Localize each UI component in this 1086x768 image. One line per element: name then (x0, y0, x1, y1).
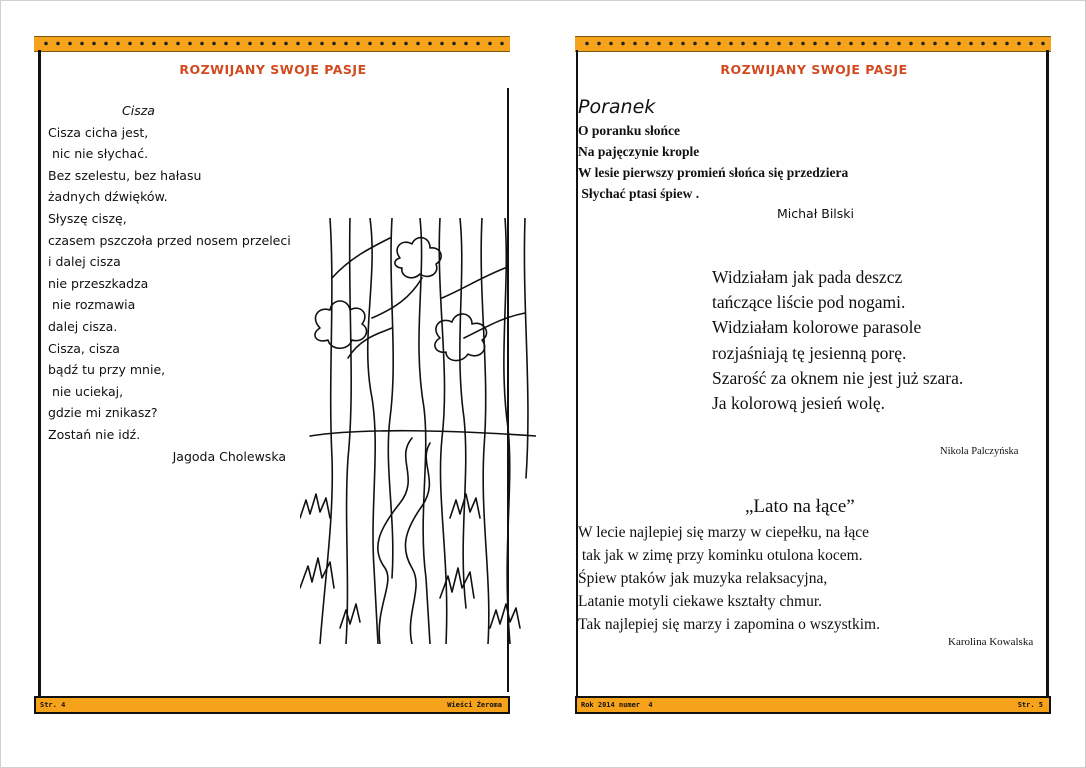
poem-line: Latanie motyli ciekawe kształty chmur. (578, 593, 823, 610)
forest-illustration (300, 218, 536, 644)
poem-line: żadnych dźwięków. (48, 189, 168, 205)
poem-author: Michał Bilski (777, 206, 854, 221)
poem-poranek (578, 96, 898, 204)
poem-line: Cisza cicha jest, (48, 124, 149, 140)
poem-author: Jagoda Cholewska (172, 448, 286, 464)
footer-bar (34, 696, 510, 714)
poem-line: Widziałam jak pada deszcz (712, 267, 903, 287)
poem-line: tak jak w zimę przy kominku otulona kocem. (578, 547, 863, 564)
poem-line: czasem pszczoła przed nosem przeleci (48, 232, 291, 248)
section-header: ROZWIJANY SWOJE PASJE (720, 62, 908, 77)
poem-deszcz (712, 265, 963, 416)
poem-lato (578, 521, 880, 636)
section-header: ROZWIJANY SWOJE PASJE (179, 62, 367, 77)
poem-line: nie uciekaj, (48, 383, 124, 399)
poem-line: Widziałam kolorowe parasole (712, 317, 922, 338)
poem-author: Nikola Palczyńska (940, 446, 1019, 457)
poem-title: „Lato na łące” (745, 496, 855, 517)
left-page (34, 36, 512, 720)
poem-line: Śpiew ptaków jak muzyka relaksacyjna, (578, 570, 828, 587)
poem-line: nic nie słychać. (48, 146, 149, 162)
poem-line: Na pajęczynie krople (578, 144, 700, 159)
poem-line: rozjaśniają tę jesienną porę. (712, 342, 907, 363)
issue-label: Rok 2014 numer 4 (581, 701, 653, 709)
poem-line: Bez szelestu, bez hałasu (48, 167, 202, 183)
poem-line: Słyszę ciszę, (48, 210, 127, 226)
top-bar (575, 36, 1051, 52)
poem-line: Słychać ptasi śpiew . (578, 186, 700, 201)
poem-line: nie rozmawia (48, 297, 136, 313)
poem-title: Cisza (122, 103, 155, 118)
poem-line: bądź tu przy mnie, (48, 362, 166, 378)
page-number: Str. 4 (40, 701, 66, 709)
poem-line: Szarość za oknem nie jest już szara. (712, 367, 964, 388)
poem-line: O poranku słońce (578, 123, 681, 138)
top-bar (34, 36, 510, 52)
page-number: Str. 5 (1017, 701, 1043, 709)
poem-line: Zostań nie idź. (48, 426, 141, 442)
poem-line: Ja kolorową jesień wolę. (712, 393, 886, 414)
poem-line: W lesie pierwszy promień słońca się przedziera (578, 165, 849, 180)
footer-bar (575, 696, 1051, 714)
left-rule (38, 50, 41, 706)
newspaper-title: Wieści Żeroma (447, 701, 502, 709)
poem-author: Karolina Kowalska (948, 636, 1034, 648)
poem-line: tańczące liście pod nogami. (712, 292, 906, 313)
poem-line: nie przeszkadza (48, 275, 149, 291)
right-rule (507, 88, 509, 692)
right-page (575, 36, 1053, 720)
poem-title: Poranek (578, 96, 656, 118)
poem-line: dalej cisza. (48, 318, 118, 334)
poem-line: Tak najlepiej się marzy i zapomina o wszystkim. (578, 616, 880, 633)
poem-line: Cisza, cisza (48, 340, 120, 356)
poem-line: W lecie najlepiej się marzy w ciepełku, na łące (578, 524, 870, 541)
right-rule (1046, 50, 1049, 706)
poem-cisza (48, 100, 298, 467)
poem-line: i dalej cisza (48, 254, 121, 270)
poem-line: gdzie mi znikasz? (48, 405, 158, 421)
